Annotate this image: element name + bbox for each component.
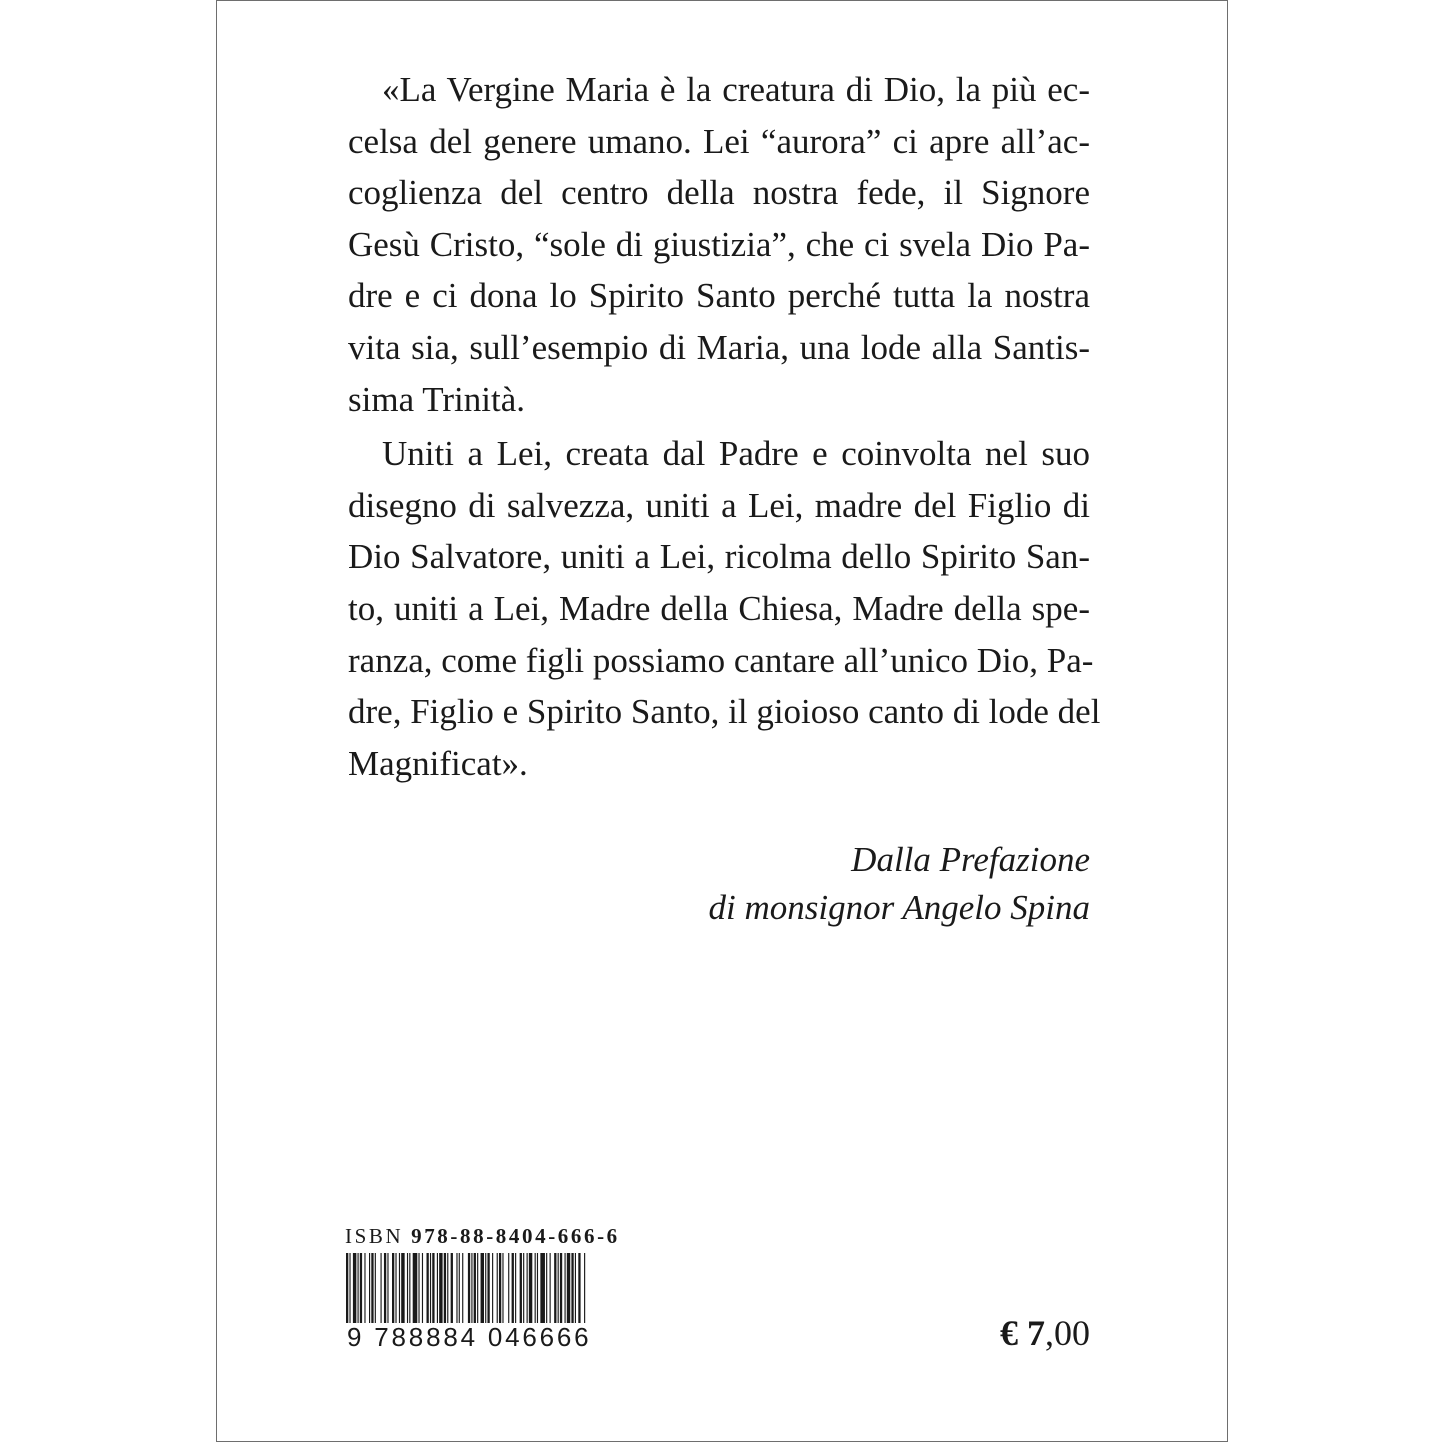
paragraph-1-line: sima Trinità.	[348, 379, 525, 419]
paragraph-2-line: dre, Figlio e Spirito Santo, il gioioso canto di lode del	[348, 692, 1101, 732]
barcode-digits: 9 788884 046666	[347, 1322, 592, 1352]
paragraph-2-line: Dio Salvatore, uniti a Lei, ricolma dello Spirito San-	[348, 537, 1090, 577]
paragraph-1-line: dre e ci dona lo Spirito Santo perché tutta la nostra	[348, 276, 1090, 316]
paragraph-1-line: celsa del genere umano. Lei “aurora” ci apre all’ac-	[348, 121, 1090, 161]
paragraph-2-line: to, uniti a Lei, Madre della Chiesa, Madre della spe-	[348, 588, 1090, 628]
preface-attribution	[348, 836, 1090, 932]
attribution-line-2: di monsignor Angelo Spina	[708, 888, 1090, 927]
attribution-line-1: Dalla Prefazione	[851, 840, 1090, 879]
isbn-number: 978-88-8404-666-6	[411, 1224, 620, 1248]
paragraph-1-line: «La Vergine Maria è la creatura di Dio, la più ec-	[382, 70, 1090, 109]
blurb-text	[348, 64, 1101, 789]
barcode-icon	[345, 1253, 587, 1323]
paragraph-2-line: Magnificat».	[348, 743, 528, 783]
price-decimals: ,00	[1045, 1313, 1090, 1353]
price	[960, 1312, 1090, 1354]
isbn-label	[345, 1224, 645, 1249]
paragraph-1-line: Gesù Cristo, “sole di giustizia”, che ci svela Dio Pa-	[348, 224, 1090, 264]
price-amount: € 7	[1000, 1313, 1045, 1353]
paragraph-1-line: vita sia, sull’esempio di Maria, una lode alla Santis-	[348, 327, 1090, 367]
paragraph-2-line: Uniti a Lei, creata dal Padre e coinvolta nel suo	[382, 434, 1090, 474]
paragraph-1-line: coglienza del centro della nostra fede, il Signore	[348, 173, 1090, 213]
paragraph-2-line: ranza, come figli possiamo cantare all’unico Dio, Pa-	[348, 640, 1094, 680]
paragraph-2-line: disegno di salvezza, uniti a Lei, madre del Figlio di	[348, 485, 1090, 525]
isbn-prefix: ISBN	[345, 1224, 404, 1248]
